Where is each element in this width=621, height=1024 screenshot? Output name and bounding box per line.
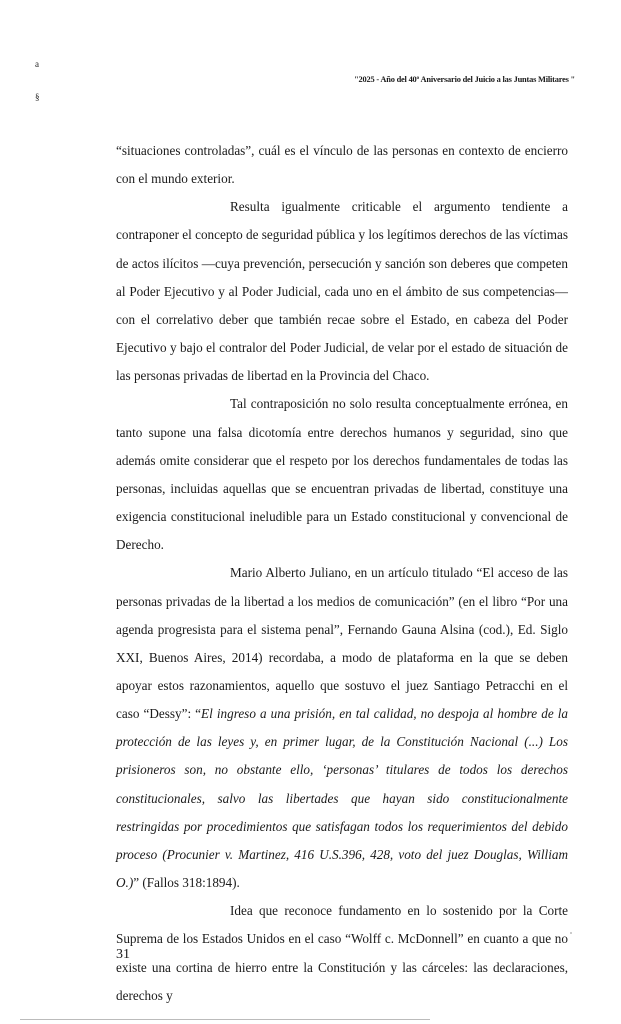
- paragraph: [116, 559, 568, 897]
- page-header: "2025 - Año del 40º Aniversario del Juicio a las Juntas Militares ": [354, 75, 575, 84]
- margin-mark: §: [35, 92, 40, 102]
- margin-mark: a: [35, 59, 39, 69]
- scan-dot: [570, 932, 572, 934]
- page-number: 31: [116, 947, 130, 962]
- paragraph: Resulta igualmente criticable el argumento tendiente a contraponer el concepto de seguridad pública y los legítimos derechos de las víctimas de actos ilícitos —cuya prevención, persecución y sanción son deberes que competen al Poder Ejecutivo y al Poder Judicial, cada uno en el ámbito de sus competencias— con el correlativo deber que también recae sobre el Estado, en cabeza del Poder Ejecutivo y bajo el contralor del Poder Judicial, de velar por el estado de situación de las personas privadas de libertad en la Provincia del Chaco.: [116, 199, 568, 384]
- document-body: [116, 137, 568, 1010]
- paragraph: “situaciones controladas”, cuál es el vínculo de las personas en contexto de encierro con el mundo exterior.: [116, 143, 568, 187]
- paragraph-text: Mario Alberto Juliano, en un artículo titulado “El acceso de las personas privadas de la libertad a los medios de comunicación” (en el libro “Por una agenda progresista para el sistema penal”, Fernando Gauna Alsina (cod.), Ed. Siglo XXI, Buenos Aires, 2014) recordaba, a modo de plataforma en la que se deben apoyar estos razonamientos, aquello que sostuvo el juez Santiago Petracchi en el caso “Dessy”: “: [116, 565, 568, 722]
- paragraph: Idea que reconoce fundamento en lo sostenido por la Corte Suprema de los Estados Unidos en el caso “Wolff c. McDonnell” en cuanto a que no existe una cortina de hierro entre la Constitución y las cárceles: las declaraciones, derechos y: [116, 903, 568, 1003]
- paragraph: Tal contraposición no solo resulta conceptualmente errónea, en tanto supone una falsa dicotomía entre derechos humanos y seguridad, sino que además omite considerar que el respeto por los derechos fundamentales de todas las personas, incluidas aquellas que se encuentran privadas de libertad, constituye una exigencia constitucional ineludible para un Estado constitucional y convencional de Derecho.: [116, 396, 568, 553]
- footer-rule: [20, 1019, 430, 1020]
- paragraph-text: ” (Fallos 318:1894).: [133, 875, 240, 891]
- italic-quote: El ingreso a una prisión, en tal calidad, no despoja al hombre de la protección de las leyes y, en primer lugar, de la Constitución Nacional (...) Los prisioneros son, no obstante ello, ‘personas’ titulares de todos los derechos constitucionales, salvo las libertades que hayan sido constitucionalmente restringidas por procedimientos que satisfagan todos los requerimientos del debido proceso (Procunier v. Martinez, 416 U.S.396, 428, voto del juez Douglas, William O.): [116, 706, 569, 891]
